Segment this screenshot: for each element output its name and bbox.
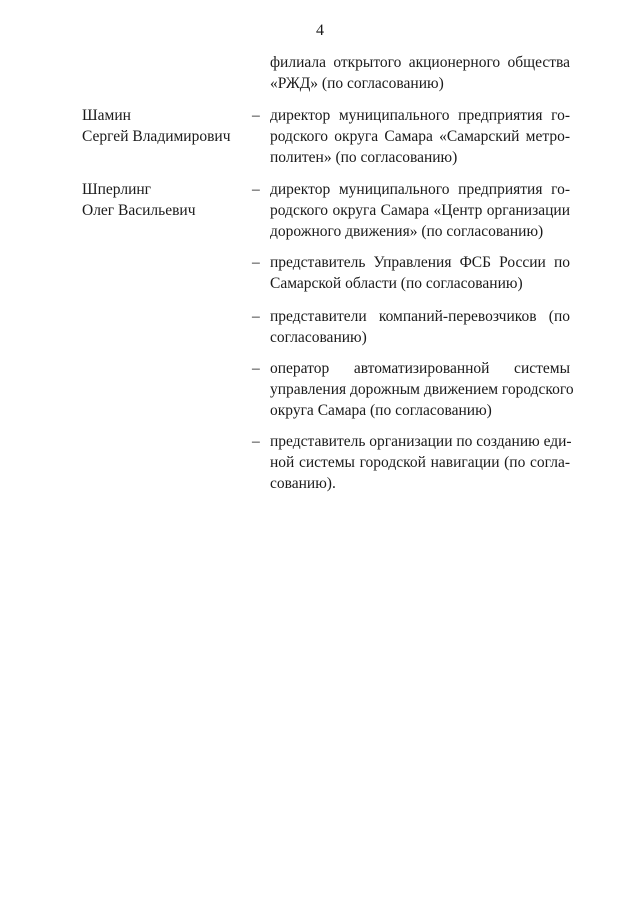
role-line: политен» (по согласованию) [270,149,458,166]
dash-separator: – [252,107,260,124]
role-description [270,358,574,421]
role-line: сованию). [270,475,336,492]
dash-separator: – [252,254,260,271]
role-description [270,431,570,494]
role-description [270,179,570,242]
role-line: родского округа Самара «Центр организации [270,202,570,219]
role-line: округа Самара (по согласованию) [270,402,492,419]
role-line: родского округа Самара «Самарский метро- [270,128,570,145]
page-number: 4 [316,22,324,39]
continuation-line: «РЖД» (по согласованию) [270,75,444,92]
continuation-text [270,52,570,94]
role-line: дорожного движения» (по согласованию) [270,223,544,240]
surname: Шперлинг [82,181,152,198]
dash-separator: – [252,181,260,198]
dash-separator: – [252,308,260,325]
given-names: Олег Васильевич [82,202,196,219]
role-line: согласованию) [270,329,367,346]
continuation-line: филиала открытого акционерного общества [270,54,570,71]
dash-separator: – [252,433,260,450]
role-line: директор муниципального предприятия го- [270,107,570,124]
role-line: Самарской области (по согласованию) [270,275,523,292]
role-line: оператор автоматизированной системы [270,360,570,377]
role-description [270,306,570,348]
person-name-shamin [82,105,252,147]
given-names: Сергей Владимирович [82,128,231,145]
role-line: ной системы городской навигации (по согла- [270,454,570,471]
dash-separator: – [252,360,260,377]
role-line: представители компаний-перевозчиков (по [270,308,570,325]
role-line: представитель организации по созданию еди- [270,433,572,450]
surname: Шамин [82,107,131,124]
role-description [270,252,570,294]
role-description [270,105,570,168]
role-line: представитель Управления ФСБ России по [270,254,570,271]
role-line: управления дорожным движением городского [270,381,574,398]
role-line: директор муниципального предприятия го- [270,181,570,198]
person-name-shperling [82,179,252,221]
